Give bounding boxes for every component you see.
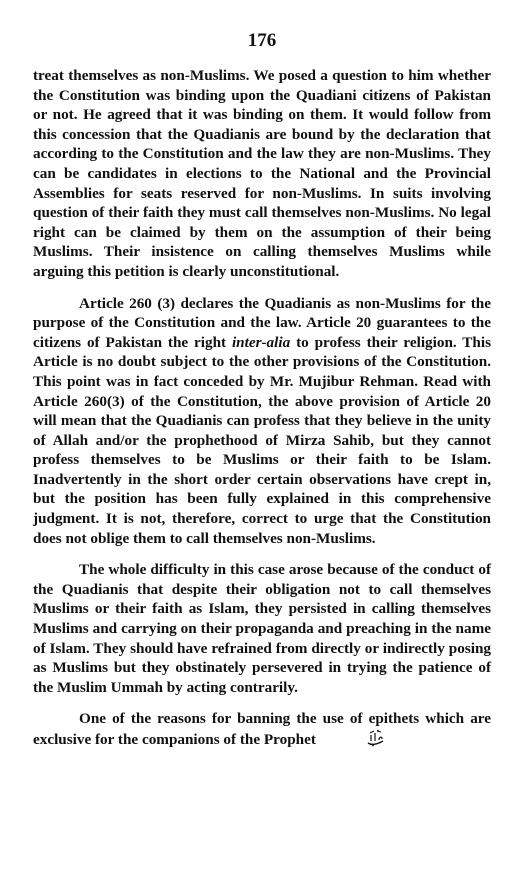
paragraph-2 — [33, 294, 491, 549]
paragraph-2-text-after: to profess their religion. This Article is no doubt subject to the other provisions of the Constitution. This point was in fact conceded by Mr. Mujibur Rehman. Read with Article 260(3) of the Constitution, the above provision of Article 20 will mean that the Quadianis can profess that they believe in the unity of Allah and/or the prophethood of Mirza Sahib, but they cannot profess themselves to be Muslims or their faith to be Islam. Inadvertently in the short order certain observations have crept in, but the position has been fully explained in this comprehensive judgment. It is not, therefore, correct to urge that the Constitution does not oblige them to call themselves non-Muslims. — [33, 333, 491, 547]
paragraph-2-emphasis: inter-alia — [231, 333, 291, 351]
paragraph-4 — [33, 709, 491, 749]
arabic-honorific-glyph-icon — [320, 729, 340, 747]
paragraph-4-text: One of the reasons for banning the use of epithets which are exclusive for the companions of the Prophet — [33, 710, 491, 748]
paragraph-1: treat themselves as non-Muslims. We posed a question to him whether the Constitution was binding upon the Quadiani citizens of Pakistan or not. He agreed that it was binding on them. It would follow from this concession that the Quadianis are bound by the declaration that according to the Constitution and the law they are non-Muslims. They can be candidates in elections to the National and the Provincial Assemblies for seats reserved for non-Muslims. In suits involving question of their faith they must call themselves non-Muslims. No legal right can be claimed by them on the assumption of their being Muslims. Their insistence on calling themselves Muslims while arguing this petition is clearly unconstitutional. — [33, 67, 491, 280]
paragraph-3: The whole difficulty in this case arose because of the conduct of the Quadianis that despite their obligation not to call themselves Muslims or their faith as Islam, they persisted in calling themselves Muslims and carrying on their propaganda and preaching in the name of Islam. They should have refrained from directly or indirectly posing as Muslims but they obstinately persevered in trying the patience of the Muslim Ummah by acting contrarily. — [33, 561, 491, 696]
document-page — [33, 30, 491, 750]
paragraph-2-text-before: Article 260 (3) declares the Quadianis as non-Muslims for the purpose of the Constitution and the law. Article 20 guarantees to the citizens of Pakistan the right — [33, 294, 491, 351]
body-text — [33, 66, 491, 750]
page-number: 176 — [247, 30, 277, 51]
